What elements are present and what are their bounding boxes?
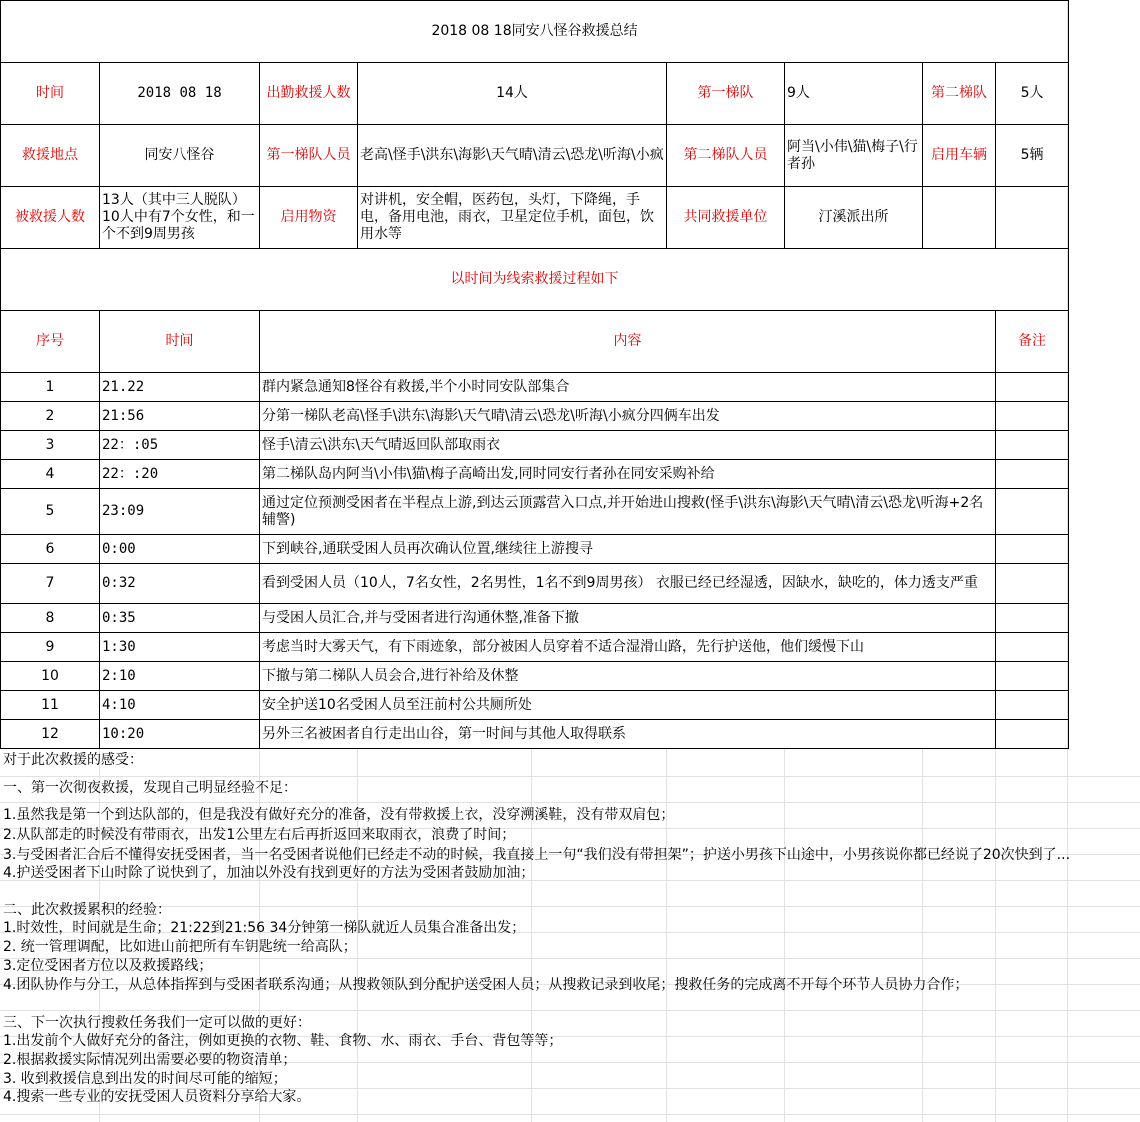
header-content: 内容 [260, 311, 996, 373]
row-content: 群内紧急通知8怪谷有救援,半个小时同安队部集合 [260, 373, 996, 402]
page-title: 2018 08 18同安八怪谷救援总结 [1, 1, 1069, 63]
location-value: 同安八怪谷 [100, 125, 260, 187]
row-note [996, 402, 1069, 431]
table-row [1, 431, 1069, 460]
location-label: 救援地点 [1, 125, 100, 187]
row-no: 1 [1, 373, 100, 402]
row-time: 21:56 [100, 402, 260, 431]
team2-value: 5人 [996, 63, 1069, 125]
notes-section-1-title: 一、第一次彻夜救援，发现自己明显经验不足： [3, 780, 297, 796]
row-time: 23:09 [100, 489, 260, 535]
vehicles-label: 启用车辆 [923, 125, 996, 187]
row-no: 7 [1, 564, 100, 604]
row-content: 下到峡谷,通联受困人员再次确认位置,继续往上游搜寻 [260, 535, 996, 564]
row-content: 通过定位预测受困者在半程点上游,到达云顶露营入口点,并开始进山搜救(怪手\洪东\海影\天气晴\清云\恐龙\听海+2名辅警) [260, 489, 996, 535]
row-note [996, 373, 1069, 402]
row-note [996, 564, 1069, 604]
gridline [0, 1114, 1140, 1115]
row-note [996, 604, 1069, 633]
notes-section-3-title: 三、下一次执行搜救任务我们一定可以做的更好： [3, 1015, 311, 1031]
notes-line: 2.根据救援实际情况列出需要必要的物资清单； [3, 1052, 297, 1068]
process-heading: 以时间为线索救援过程如下 [1, 249, 1069, 311]
team2-label: 第二梯队 [923, 63, 996, 125]
row-time: 0:35 [100, 604, 260, 633]
row-content: 第二梯队岛内阿当\小伟\猫\梅子高崎出发,同时同安行者孙在同安采购补给 [260, 460, 996, 489]
row-time: 22：:05 [100, 431, 260, 460]
table-row [1, 373, 1069, 402]
joint-unit-value: 汀溪派出所 [785, 187, 923, 249]
notes-heading: 对于此次救援的感受： [3, 752, 143, 768]
row-note [996, 460, 1069, 489]
table-row [1, 535, 1069, 564]
rescued-value: 13人（其中三人脱队）10人中有7个女性，和一个不到9周男孩 [100, 187, 260, 249]
header-no: 序号 [1, 311, 100, 373]
table-row [1, 633, 1069, 662]
rescued-label: 被救援人数 [1, 187, 100, 249]
row-no: 5 [1, 489, 100, 535]
gridline [0, 1010, 1140, 1011]
notes-line: 2.从队部走的时候没有带雨衣，出发1公里左右后再折返回来取雨衣，浪费了时间； [3, 827, 516, 843]
row-no: 10 [1, 662, 100, 691]
row-time: 2:10 [100, 662, 260, 691]
row-content: 分第一梯队老高\怪手\洪东\海影\天气晴\清云\恐龙\听海\小疯分四俩车出发 [260, 402, 996, 431]
header-note: 备注 [996, 311, 1069, 373]
table-row [1, 604, 1069, 633]
row-time: 4:10 [100, 691, 260, 720]
gridline [0, 802, 1140, 803]
row-time: 10:20 [100, 720, 260, 749]
row-time: 22：:20 [100, 460, 260, 489]
row-note [996, 431, 1069, 460]
empty-cell [996, 187, 1069, 249]
table-row [1, 662, 1069, 691]
vehicles-value: 5辆 [996, 125, 1069, 187]
row-content: 怪手\清云\洪东\天气晴返回队部取雨衣 [260, 431, 996, 460]
notes-line: 1.出发前个人做好充分的备注，例如更换的衣物、鞋、食物、水、雨衣、手台、背包等等； [3, 1033, 563, 1049]
notes-line: 3. 收到救援信息到出发的时间尽可能的缩短； [3, 1071, 287, 1087]
row-note [996, 720, 1069, 749]
team2-members-label: 第二梯队人员 [667, 125, 785, 187]
notes-line: 2. 统一管理调配，比如进山前把所有车钥匙统一给高队； [3, 939, 357, 955]
notes-line: 1.时效性，时间就是生命；21:22到21:56 34分钟第一梯队就近人员集合准备出发； [3, 920, 526, 936]
team1-value: 9人 [785, 63, 923, 125]
notes-line: 3.与受困者汇合后不懂得安抚受困者，当一名受困者说他们已经走不动的时候，我直接上一句“我们没有带担架”；护送小男孩下山途中，小男孩说你都已经说了20次快到了... [3, 847, 1071, 863]
row-note [996, 662, 1069, 691]
row-no: 9 [1, 633, 100, 662]
notes-line: 4.团队协作与分工，从总体指挥到与受困者联系沟通；从搜救领队到分配护送受困人员；从搜救记录到收尾；搜救任务的完成离不开每个环节人员协力合作； [3, 977, 969, 993]
row-content: 另外三名被困者自行走出山谷，第一时间与其他人取得联系 [260, 720, 996, 749]
team1-label: 第一梯队 [667, 63, 785, 125]
rescuers-value: 14人 [358, 63, 667, 125]
notes-section-2-title: 二、此次救援累积的经验： [3, 902, 171, 918]
gridline [922, 749, 923, 1122]
row-content: 下撤与第二梯队人员会合,进行补给及休整 [260, 662, 996, 691]
row-time: 21.22 [100, 373, 260, 402]
row-note [996, 535, 1069, 564]
team1-members-value: 老高\怪手\洪东\海影\天气晴\清云\恐龙\听海\小疯 [358, 125, 667, 187]
row-content: 与受困人员汇合,并与受困者进行沟通休整,准备下撤 [260, 604, 996, 633]
row-note [996, 489, 1069, 535]
team2-members-value: 阿当\小伟\猫\梅子\行者孙 [785, 125, 923, 187]
table-row [1, 489, 1069, 535]
gridline [995, 749, 996, 1122]
empty-cell [923, 187, 996, 249]
gridline [784, 749, 785, 1122]
team1-members-label: 第一梯队人员 [260, 125, 358, 187]
table-row [1, 564, 1069, 604]
supplies-label: 启用物资 [260, 187, 358, 249]
table-row [1, 691, 1069, 720]
table-row [1, 720, 1069, 749]
row-no: 2 [1, 402, 100, 431]
notes-line: 4.搜索一些专业的安抚受困人员资料分享给大家。 [3, 1089, 311, 1105]
notes-line: 3.定位受困者方位以及救援路线； [3, 958, 213, 974]
row-time: 0:00 [100, 535, 260, 564]
row-content: 安全护送10名受困人员至汪前村公共厕所处 [260, 691, 996, 720]
row-content: 考虑当时大雾天气，有下雨迹象，部分被困人员穿着不适合湿滑山路，先行护送他，他们缓慢下山 [260, 633, 996, 662]
row-no: 8 [1, 604, 100, 633]
supplies-value: 对讲机，安全帽，医药包，头灯，下降绳，手电，备用电池，雨衣，卫星定位手机，面包，饮用水等 [358, 187, 667, 249]
row-time: 1:30 [100, 633, 260, 662]
joint-unit-label: 共同救援单位 [667, 187, 785, 249]
gridline [0, 906, 1140, 907]
time-value: 2018 08 18 [100, 63, 260, 125]
table-row [1, 402, 1069, 431]
row-no: 11 [1, 691, 100, 720]
row-time: 0:32 [100, 564, 260, 604]
header-time: 时间 [100, 311, 260, 373]
rescuers-label: 出勤救援人数 [260, 63, 358, 125]
table-row [1, 460, 1069, 489]
row-no: 3 [1, 431, 100, 460]
row-no: 6 [1, 535, 100, 564]
row-note [996, 691, 1069, 720]
notes-line: 4.护送受困者下山时除了说快到了，加油以外没有找到更好的方法为受困者鼓励加油； [3, 865, 535, 881]
row-note [996, 633, 1069, 662]
row-no: 4 [1, 460, 100, 489]
time-label: 时间 [1, 63, 100, 125]
row-no: 12 [1, 720, 100, 749]
row-content: 看到受困人员（10人，7名女性，2名男性，1名不到9周男孩） 衣服已经已经湿透，因缺水，缺吃的，体力透支严重 [260, 564, 996, 604]
notes-line: 1.虽然我是第一个到达队部的，但是我没有做好充分的准备，没有带救援上衣，没穿溯溪鞋，没有带双肩包； [3, 807, 675, 823]
